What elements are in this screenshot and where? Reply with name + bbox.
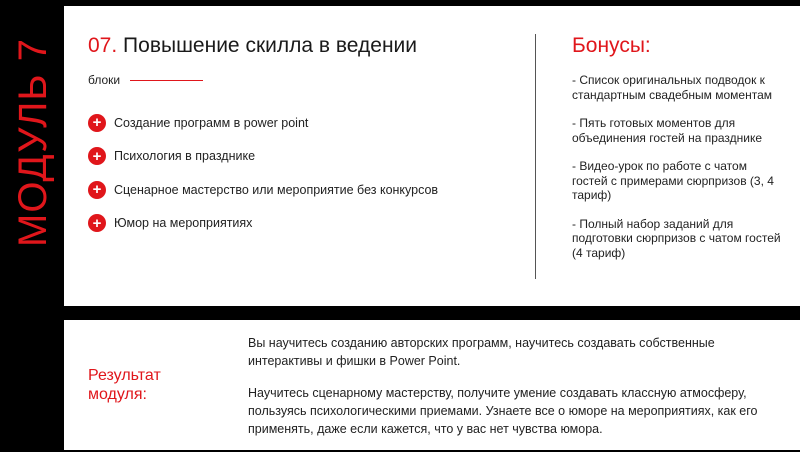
- blocks-label: блоки: [88, 73, 121, 87]
- topic-item: [88, 173, 438, 207]
- topic-label: Создание программ в power point: [114, 115, 309, 130]
- bonus-item: - Полный набор заданий для подготовки сюрпризов с чатом гостей (4 тариф): [572, 216, 781, 260]
- module-number: 07.: [88, 34, 118, 57]
- plus-icon: +: [88, 114, 106, 132]
- topic-list: [88, 106, 438, 240]
- module-card: [64, 6, 800, 306]
- topic-item: [88, 140, 438, 174]
- result-paragraph: Научитесь сценарному мастерству, получите умение создавать классную атмосферу, пользуясь психологическими приемами. Узнаете все о юморе на мероприятиях, как его применять, даже если кажется, что у вас нет чувства юмора.: [248, 386, 758, 436]
- blocks-underline-divider: [130, 80, 203, 81]
- module-side-label: МОДУЛЬ 7: [11, 37, 55, 247]
- result-paragraph: Вы научитесь созданию авторских программ, научитесь создавать собственные интерактивы и фишки в Power Point.: [248, 336, 715, 368]
- bonus-item: - Видео-урок по работе с чатом гостей с примерами сюрпризов (3, 4 тариф): [572, 159, 774, 202]
- bonus-item: - Пять готовых моментов для объединения гостей на празднике: [572, 116, 763, 145]
- plus-icon: +: [88, 214, 106, 232]
- result-text: [248, 334, 788, 452]
- topic-item: [88, 207, 438, 241]
- vertical-divider: [535, 34, 536, 279]
- topic-label: Юмор на мероприятиях: [114, 216, 253, 231]
- bonus-list: [572, 73, 782, 274]
- module-title: [88, 34, 417, 58]
- plus-icon: +: [88, 181, 106, 199]
- topic-label: Сценарное мастерство или мероприятие без конкурсов: [114, 182, 439, 197]
- plus-icon: +: [88, 147, 106, 165]
- module-title-text: Повышение скилла в ведении: [123, 34, 417, 57]
- topic-item: [88, 106, 438, 140]
- result-title: Результат модуля:: [88, 367, 161, 403]
- bonus-item: - Список оригинальных подводок к стандартным свадебным моментам: [572, 73, 773, 102]
- topic-label: Психология в празднике: [114, 149, 256, 164]
- result-card: [64, 320, 800, 450]
- bonus-title: Бонусы:: [572, 34, 651, 57]
